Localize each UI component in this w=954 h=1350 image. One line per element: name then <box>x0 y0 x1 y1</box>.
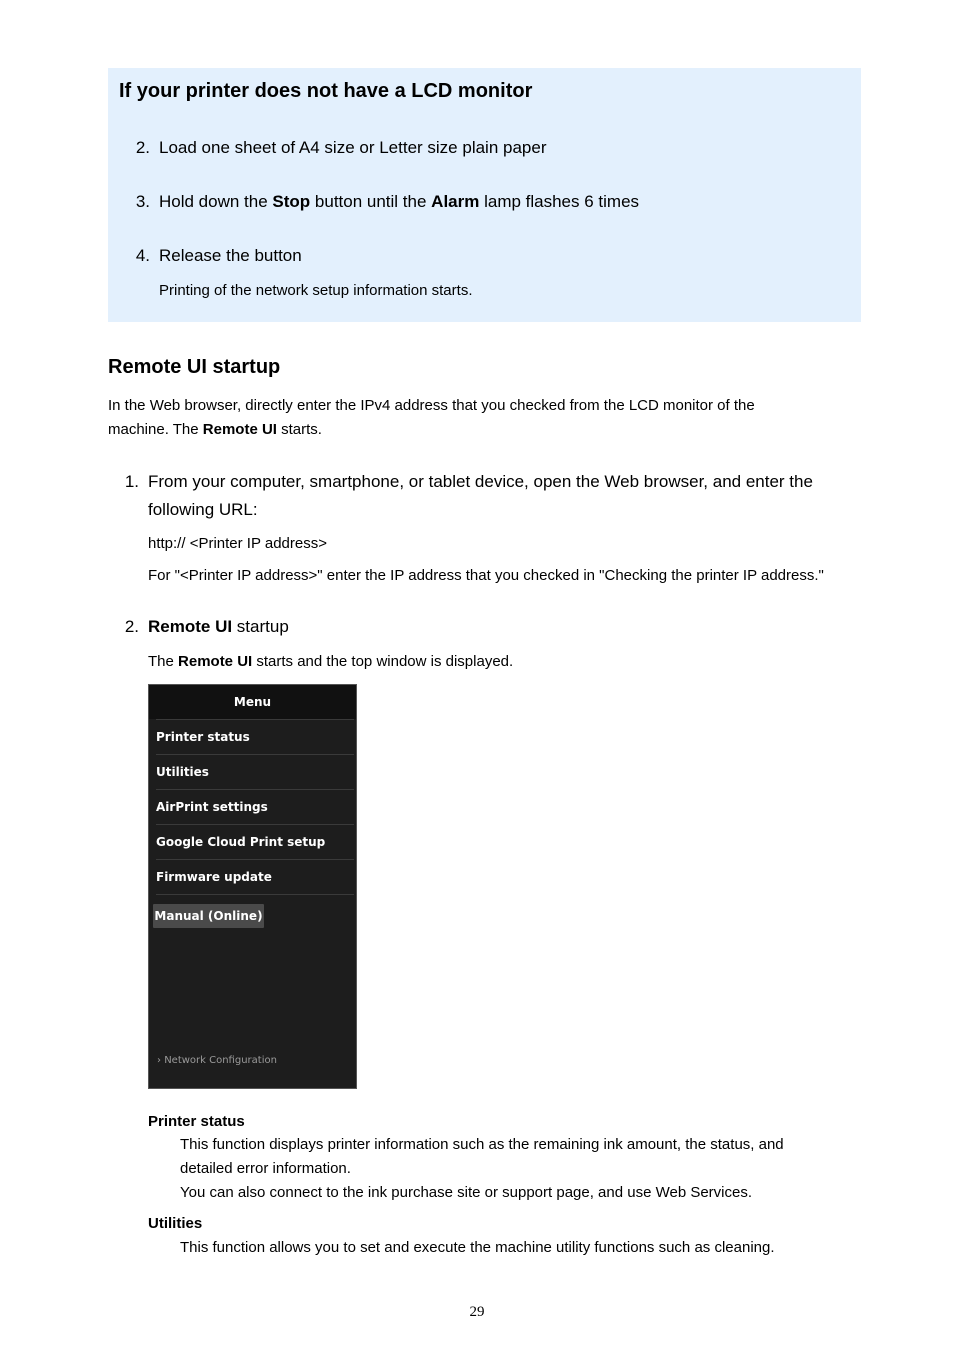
remote-ui-menu-screenshot <box>148 684 357 1089</box>
step-text: Load one sheet of A4 size or Letter size plain paper <box>159 138 547 157</box>
definition-line: This function allows you to set and execute the machine utility functions such as cleaning. <box>180 1239 775 1256</box>
definition-line: You can also connect to the ink purchase site or support page, and use Web Services. <box>180 1184 753 1201</box>
menu-item-google-cloud-print-setup[interactable]: Google Cloud Print setup <box>156 824 354 858</box>
chevron-right-icon: › <box>157 1055 161 1066</box>
note-text: starts and the top window is displayed. <box>252 653 514 670</box>
step-note <box>148 650 513 674</box>
remote-ui-label: Remote UI <box>202 421 277 438</box>
section-title: Remote UI startup <box>108 356 281 378</box>
step-text-part: Hold down the <box>159 192 273 211</box>
step-number: 3. <box>135 192 150 211</box>
menu-item-airprint-settings[interactable]: AirPrint settings <box>156 789 354 823</box>
menu-item-utilities[interactable]: Utilities <box>156 754 354 788</box>
remote-ui-label: Remote UI <box>178 653 253 670</box>
note-text: The <box>148 653 179 670</box>
menu-item-printer-status[interactable]: Printer status <box>156 719 354 753</box>
definition-term: Printer status <box>148 1113 245 1130</box>
intro-text: machine. The <box>108 421 203 438</box>
definition-term: Utilities <box>148 1215 203 1232</box>
page-number: 29 <box>469 1304 485 1320</box>
menu-divider <box>156 894 354 895</box>
step-text: Release the button <box>159 246 302 265</box>
alarm-lamp-label: Alarm <box>431 192 480 211</box>
menu-item-firmware-update[interactable]: Firmware update <box>156 859 354 893</box>
definition-line: This function displays printer information such as the remaining ink amount, the status, and <box>180 1136 784 1153</box>
step-note: Printing of the network setup information starts. <box>159 282 473 299</box>
step-text-part: startup <box>232 617 289 636</box>
definition-line: detailed error information. <box>180 1160 351 1177</box>
step-note: For "<Printer IP address>" enter the IP address that you checked in "Checking the printer IP address." <box>148 567 824 584</box>
intro-line <box>108 418 322 442</box>
intro-line: In the Web browser, directly enter the IPv4 address that you checked from the LCD monitor of the <box>108 397 755 414</box>
info-box-title: If your printer does not have a LCD monitor <box>119 80 533 102</box>
stop-button-label: Stop <box>272 192 311 211</box>
step-text-part: button until the <box>310 192 432 211</box>
step-text <box>159 190 639 214</box>
step-text: From your computer, smartphone, or tablet device, open the Web browser, and enter the <box>148 472 813 491</box>
step-number: 2. <box>124 617 139 636</box>
step-text: following URL: <box>148 500 258 519</box>
step-text <box>148 615 289 639</box>
step-number: 1. <box>124 472 139 491</box>
url-text: http:// <Printer IP address> <box>148 535 327 552</box>
manual-online-button[interactable]: Manual (Online) <box>153 904 264 928</box>
step-number: 2. <box>135 138 150 157</box>
intro-text: starts. <box>276 421 322 438</box>
network-configuration-link[interactable] <box>157 1055 277 1066</box>
step-number: 4. <box>135 246 150 265</box>
remote-ui-label: Remote UI <box>148 617 233 636</box>
menu-header: Menu <box>149 685 356 719</box>
network-configuration-label: Network Configuration <box>164 1055 277 1066</box>
step-text-part: lamp flashes 6 times <box>479 192 640 211</box>
